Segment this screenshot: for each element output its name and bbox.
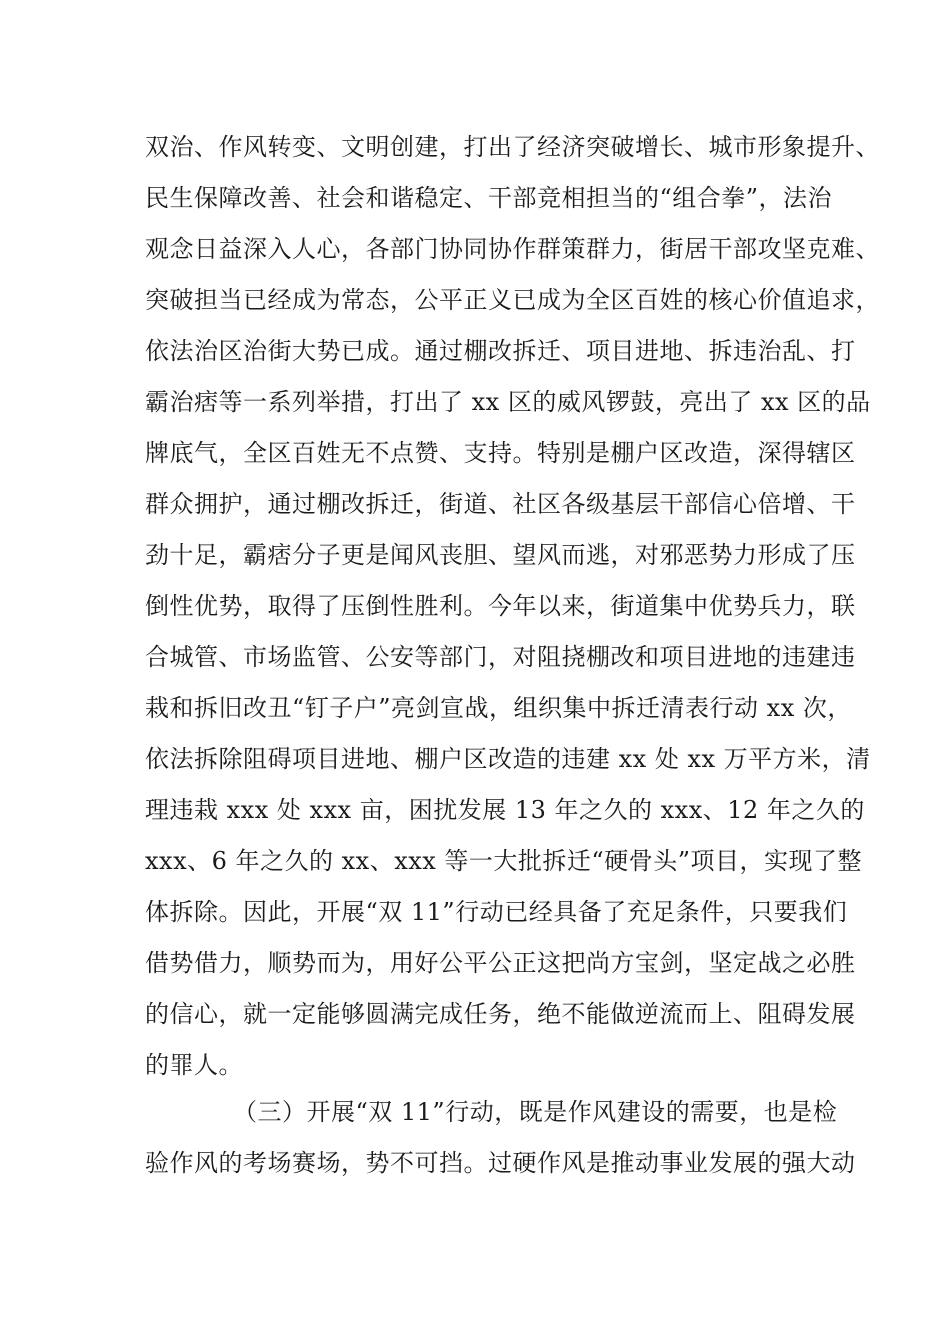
text-line: 的信心，就一定能够圆满完成任务，绝不能做逆流而上、阻碍发展 bbox=[145, 1000, 856, 1028]
text-line: 理违栽 xxx 处 xxx 亩，困扰发展 13 年之久的 xxx、12 年之久的 bbox=[145, 796, 865, 824]
text-line: 牌底气，全区百姓无不点赞、支持。特别是棚户区改造，深得辖区 bbox=[145, 439, 856, 467]
text-line: 民生保障改善、社会和谐稳定、干部竞相担当的“组合拳”，法治 bbox=[145, 184, 833, 212]
text-line: 倒性优势，取得了压倒性胜利。今年以来，街道集中优势兵力，联 bbox=[145, 592, 856, 620]
text-line: 的罪人。 bbox=[145, 1051, 243, 1079]
text-line: 突破担当已经成为常态，公平正义已成为全区百姓的核心价值追求， bbox=[145, 286, 880, 314]
body-paragraph-1 bbox=[145, 122, 880, 1091]
text-line: （三）开展“双 11”行动，既是作风建设的需要，也是检 bbox=[233, 1098, 838, 1126]
text-line: 合城管、市场监管、公安等部门，对阻挠棚改和项目进地的违建违 bbox=[145, 643, 856, 671]
text-line: 劲十足，霸痞分子更是闻风丧胆、望风而逃，对邪恶势力形成了压 bbox=[145, 541, 856, 569]
text-line: 验作风的考场赛场，势不可挡。过硬作风是推动事业发展的强大动 bbox=[145, 1149, 856, 1177]
text-line: 体拆除。因此，开展“双 11”行动已经具备了充足条件，只要我们 bbox=[145, 898, 848, 926]
text-line: 群众拥护，通过棚改拆迁，街道、社区各级基层干部信心倍增、干 bbox=[145, 490, 856, 518]
body-paragraph-2 bbox=[145, 1087, 856, 1189]
text-line: 霸治痞等一系列举措，打出了 xx 区的威风锣鼓，亮出了 xx 区的品 bbox=[145, 388, 871, 416]
text-line: xxx、6 年之久的 xx、xxx 等一大批拆迁“硬骨头”项目，实现了整 bbox=[145, 847, 862, 875]
text-line: 依法拆除阻碍项目进地、棚户区改造的违建 xx 处 xx 万平方米，清 bbox=[145, 745, 871, 773]
text-line: 借势借力，顺势而为，用好公平公正这把尚方宝剑，坚定战之必胜 bbox=[145, 949, 856, 977]
text-line: 双治、作风转变、文明创建，打出了经济突破增长、城市形象提升、 bbox=[145, 133, 880, 161]
text-line: 栽和拆旧改丑“钉子户”亮剑宣战，组织集中拆迁清表行动 xx 次， bbox=[145, 694, 852, 722]
text-line: 观念日益深入人心，各部门协同协作群策群力，街居干部攻坚克难、 bbox=[145, 235, 880, 263]
text-line: 依法治区治街大势已成。通过棚改拆迁、项目进地、拆违治乱、打 bbox=[145, 337, 856, 365]
